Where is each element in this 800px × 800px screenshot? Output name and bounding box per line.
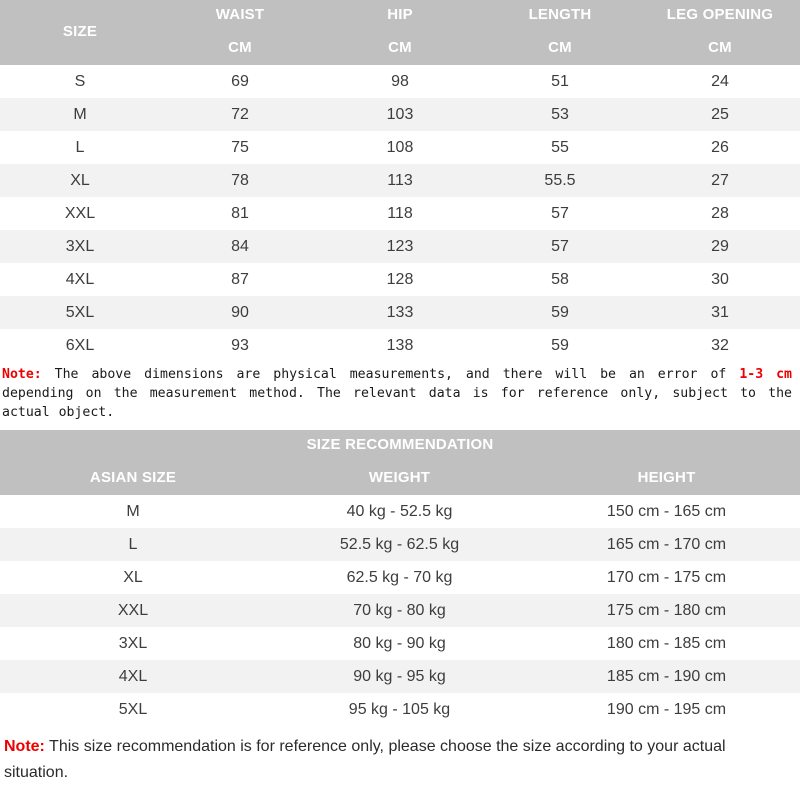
table-row <box>0 495 800 528</box>
cell-waist: 84 <box>160 230 320 263</box>
cell-asian-size: XL <box>0 561 266 594</box>
note-recommendation-text: This size recommendation is for reference only, please choose the size according to your actual situation. <box>4 738 726 781</box>
column-header-waist: WAIST <box>160 0 320 31</box>
unit-header-length: CM <box>480 31 640 65</box>
table-row <box>0 329 800 362</box>
cell-hip: 113 <box>320 164 480 197</box>
cell-leg-opening: 24 <box>640 65 800 98</box>
column-header-length: LENGTH <box>480 0 640 31</box>
cell-height: 190 cm - 195 cm <box>533 693 800 726</box>
cell-waist: 78 <box>160 164 320 197</box>
cell-hip: 98 <box>320 65 480 98</box>
cell-height: 165 cm - 170 cm <box>533 528 800 561</box>
cell-weight: 90 kg - 95 kg <box>266 660 533 693</box>
table-row <box>0 627 800 660</box>
unit-header-leg-opening: CM <box>640 31 800 65</box>
cell-length: 55.5 <box>480 164 640 197</box>
cell-length: 59 <box>480 329 640 362</box>
cell-height: 185 cm - 190 cm <box>533 660 800 693</box>
cell-hip: 123 <box>320 230 480 263</box>
cell-waist: 75 <box>160 131 320 164</box>
cell-size: XL <box>0 164 160 197</box>
cell-hip: 133 <box>320 296 480 329</box>
table-row <box>0 65 800 98</box>
cell-hip: 128 <box>320 263 480 296</box>
recommendation-table-head <box>0 430 800 495</box>
cell-height: 175 cm - 180 cm <box>533 594 800 627</box>
spacer-after-note <box>0 422 800 430</box>
column-header-leg-opening: LEG OPENING <box>640 0 800 31</box>
column-header-size: SIZE <box>0 0 160 65</box>
cell-size: 3XL <box>0 230 160 263</box>
cell-size: M <box>0 98 160 131</box>
table-row <box>0 197 800 230</box>
note-measurements-highlight: 1-3 cm <box>739 367 792 382</box>
cell-length: 57 <box>480 230 640 263</box>
cell-length: 59 <box>480 296 640 329</box>
note-recommendation <box>0 726 795 786</box>
cell-asian-size: 3XL <box>0 627 266 660</box>
cell-length: 55 <box>480 131 640 164</box>
cell-waist: 90 <box>160 296 320 329</box>
table-row <box>0 594 800 627</box>
cell-size: L <box>0 131 160 164</box>
measurement-table-body <box>0 65 800 362</box>
table-row <box>0 561 800 594</box>
table-row <box>0 164 800 197</box>
cell-asian-size: XXL <box>0 594 266 627</box>
cell-weight: 40 kg - 52.5 kg <box>266 495 533 528</box>
cell-leg-opening: 32 <box>640 329 800 362</box>
cell-hip: 138 <box>320 329 480 362</box>
unit-header-waist: CM <box>160 31 320 65</box>
cell-height: 180 cm - 185 cm <box>533 627 800 660</box>
table-row <box>0 230 800 263</box>
measurement-header-row-top <box>0 0 800 31</box>
cell-weight: 95 kg - 105 kg <box>266 693 533 726</box>
cell-leg-opening: 30 <box>640 263 800 296</box>
recommendation-title-row <box>0 430 800 461</box>
cell-weight: 80 kg - 90 kg <box>266 627 533 660</box>
cell-hip: 108 <box>320 131 480 164</box>
column-header-asian-size: ASIAN SIZE <box>0 461 266 495</box>
cell-weight: 52.5 kg - 62.5 kg <box>266 528 533 561</box>
cell-asian-size: 4XL <box>0 660 266 693</box>
cell-asian-size: M <box>0 495 266 528</box>
cell-waist: 87 <box>160 263 320 296</box>
note-recommendation-label: Note: <box>4 738 45 755</box>
recommendation-title: SIZE RECOMMENDATION <box>0 430 800 461</box>
column-header-height: HEIGHT <box>533 461 800 495</box>
cell-hip: 118 <box>320 197 480 230</box>
cell-leg-opening: 25 <box>640 98 800 131</box>
cell-height: 170 cm - 175 cm <box>533 561 800 594</box>
table-row <box>0 528 800 561</box>
cell-length: 51 <box>480 65 640 98</box>
recommendation-header-row <box>0 461 800 495</box>
cell-leg-opening: 27 <box>640 164 800 197</box>
cell-size: 6XL <box>0 329 160 362</box>
cell-waist: 81 <box>160 197 320 230</box>
cell-size: 5XL <box>0 296 160 329</box>
unit-header-hip: CM <box>320 31 480 65</box>
table-row <box>0 98 800 131</box>
cell-hip: 103 <box>320 98 480 131</box>
recommendation-table <box>0 430 800 726</box>
note-measurements <box>0 362 795 422</box>
cell-waist: 93 <box>160 329 320 362</box>
cell-length: 58 <box>480 263 640 296</box>
cell-leg-opening: 28 <box>640 197 800 230</box>
table-row <box>0 660 800 693</box>
cell-waist: 69 <box>160 65 320 98</box>
table-row <box>0 131 800 164</box>
table-row <box>0 263 800 296</box>
cell-size: XXL <box>0 197 160 230</box>
note-measurements-label: Note: <box>2 367 42 382</box>
column-header-hip: HIP <box>320 0 480 31</box>
measurement-table <box>0 0 800 362</box>
cell-weight: 70 kg - 80 kg <box>266 594 533 627</box>
cell-leg-opening: 31 <box>640 296 800 329</box>
table-row <box>0 296 800 329</box>
cell-asian-size: 5XL <box>0 693 266 726</box>
cell-size: 4XL <box>0 263 160 296</box>
recommendation-table-body <box>0 495 800 726</box>
cell-length: 57 <box>480 197 640 230</box>
cell-waist: 72 <box>160 98 320 131</box>
cell-size: S <box>0 65 160 98</box>
cell-leg-opening: 26 <box>640 131 800 164</box>
measurement-table-head <box>0 0 800 65</box>
cell-asian-size: L <box>0 528 266 561</box>
cell-height: 150 cm - 165 cm <box>533 495 800 528</box>
cell-leg-opening: 29 <box>640 230 800 263</box>
cell-length: 53 <box>480 98 640 131</box>
note-measurements-text-before: The above dimensions are physical measurements, and there will be an error of <box>54 367 727 382</box>
note-measurements-text-after: depending on the measurement method. The relevant data is for reference only, subject to the actual object. <box>2 386 792 420</box>
column-header-weight: WEIGHT <box>266 461 533 495</box>
cell-weight: 62.5 kg - 70 kg <box>266 561 533 594</box>
table-row <box>0 693 800 726</box>
